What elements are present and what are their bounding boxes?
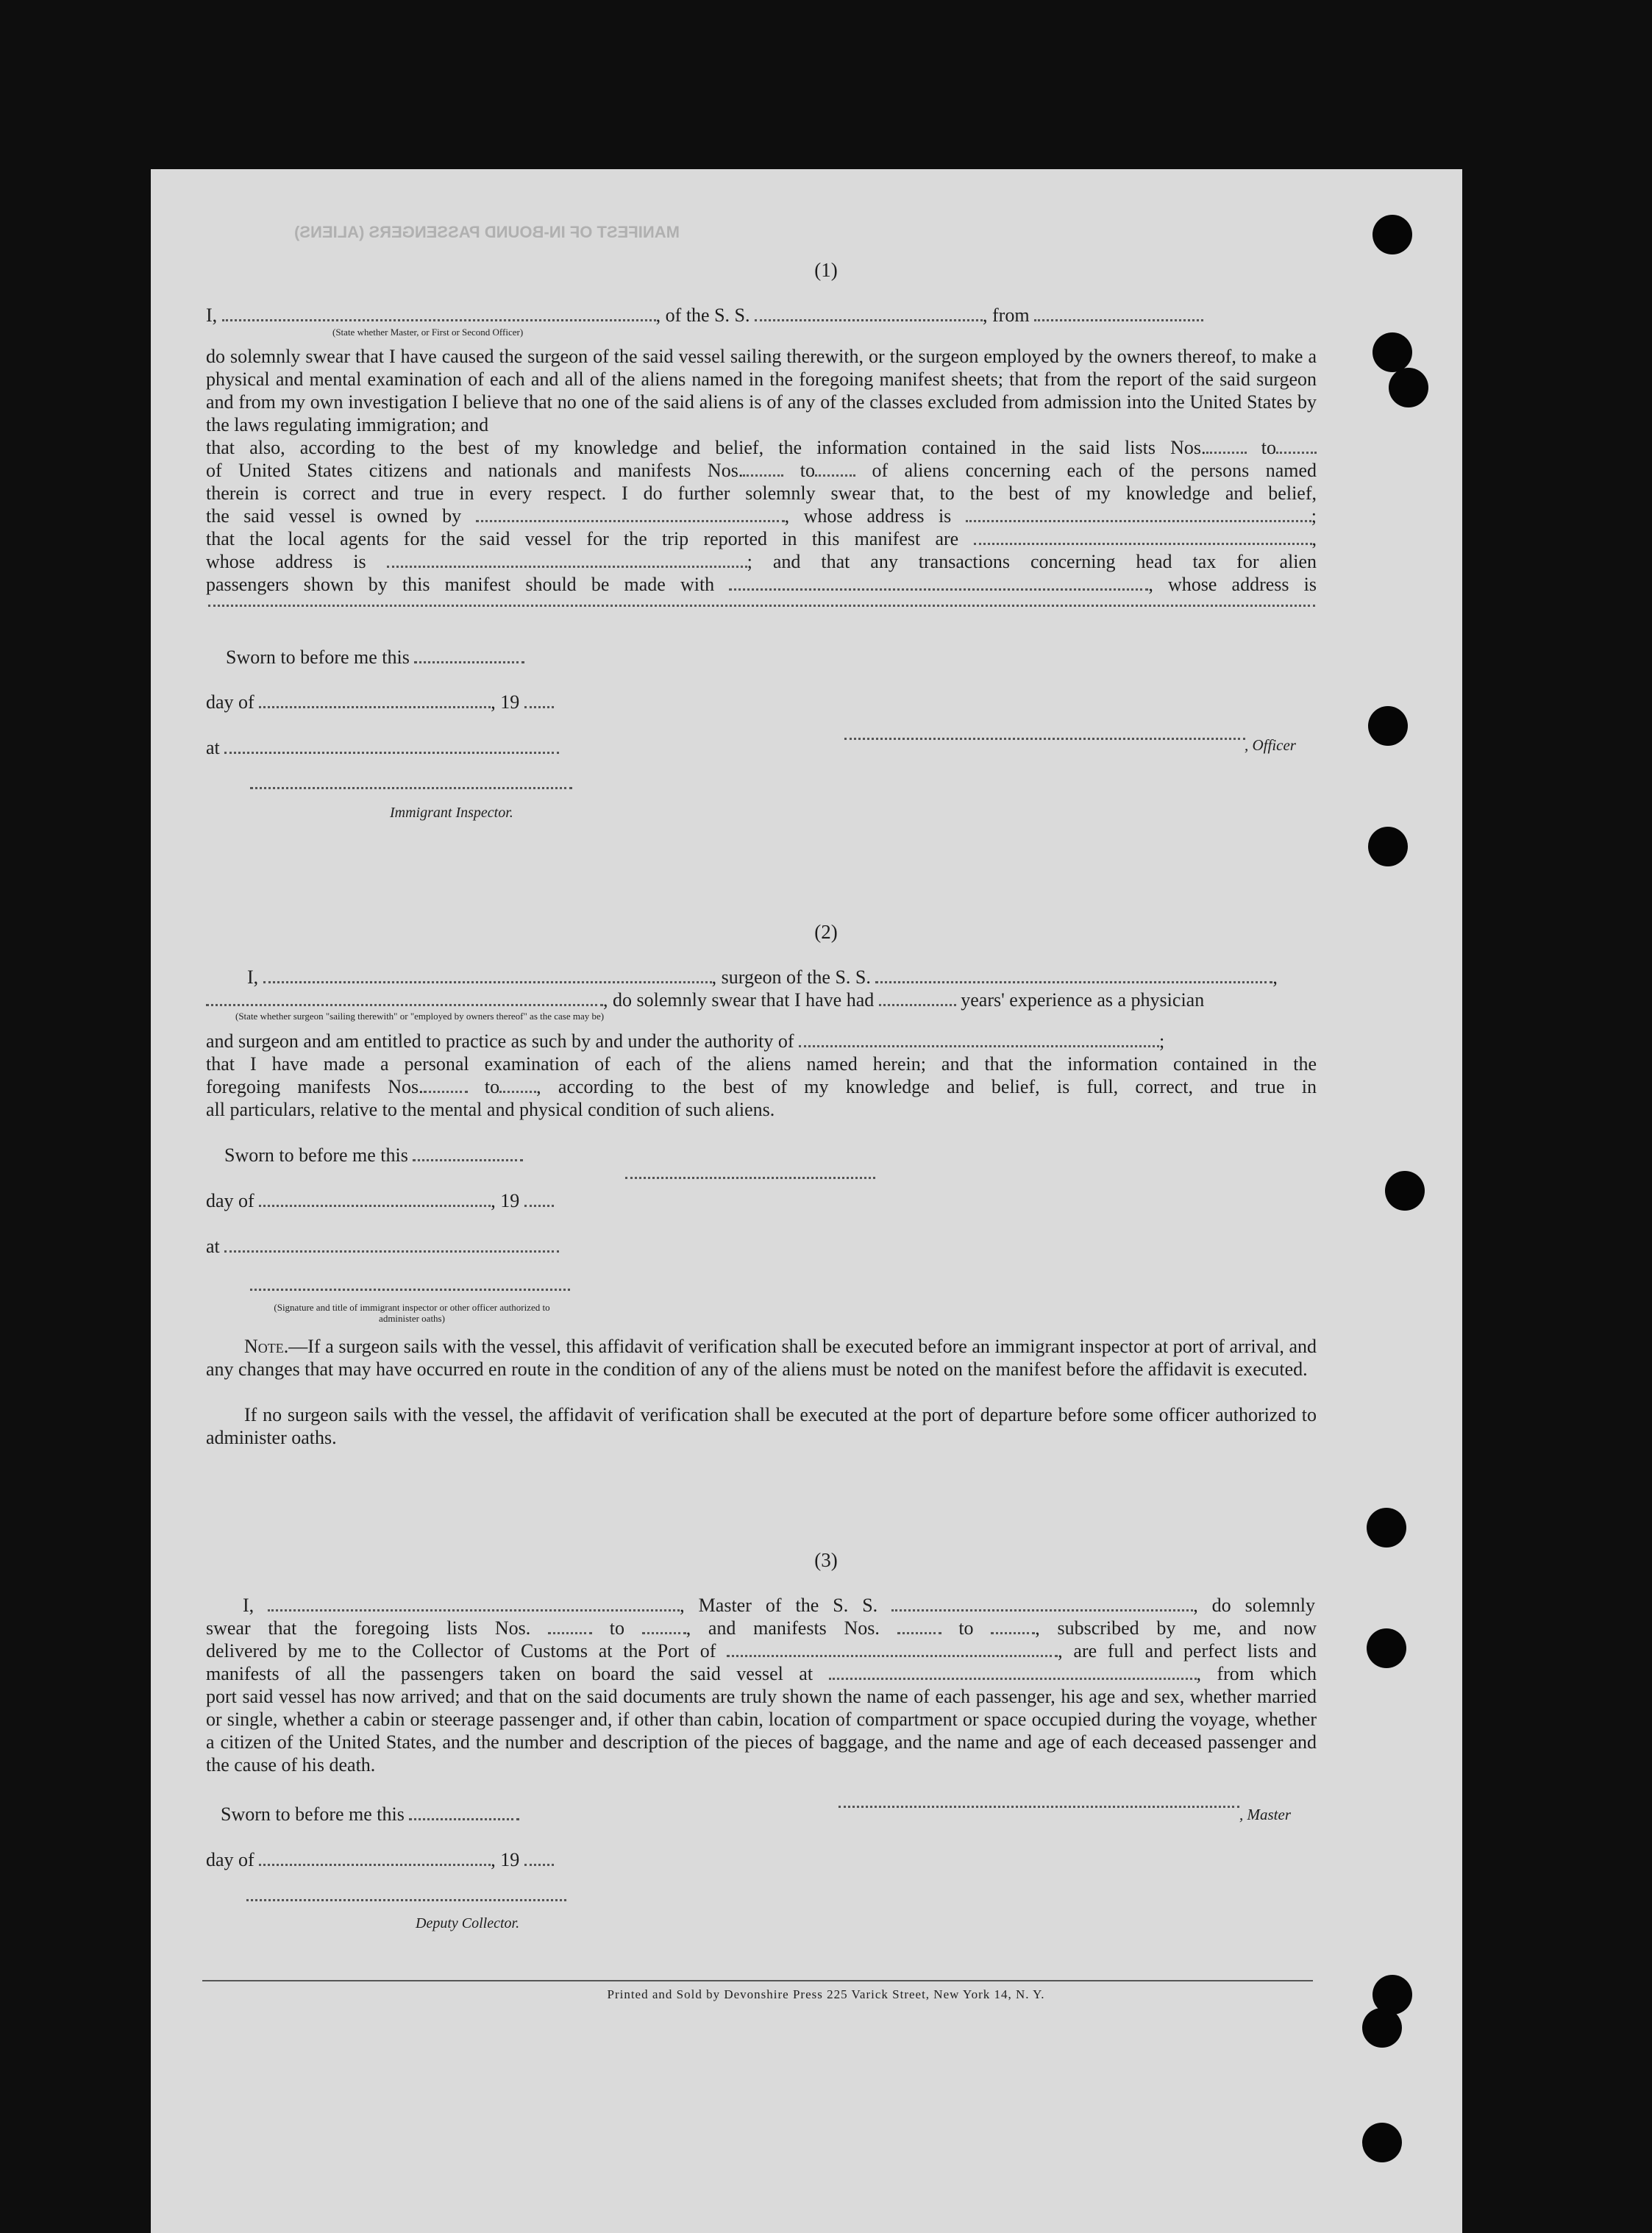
punch-hole (1368, 827, 1408, 866)
section1-lists-line (206, 436, 1317, 459)
label: to (1261, 437, 1276, 458)
label: I, (247, 966, 259, 988)
label: ; (1159, 1030, 1165, 1052)
sworn-line (221, 1803, 588, 1826)
label: ; (1311, 505, 1317, 527)
label: of United States citizens and nationals and manifests Nos. (206, 460, 744, 481)
day-of-line (206, 691, 588, 713)
label: delivered by me to the Collector of Customs at the Port of (206, 1640, 716, 1662)
label: , surgeon of the S. S. (711, 966, 871, 988)
label: , whose address is (1148, 574, 1317, 595)
agents-field[interactable] (974, 530, 1312, 545)
section3-line4 (206, 1662, 1317, 1685)
label: at (206, 1236, 220, 1257)
label: I, (206, 304, 218, 326)
manifests-from-field[interactable] (897, 1619, 941, 1634)
punch-hole (1372, 215, 1412, 254)
section-number: (1) (814, 259, 838, 281)
day-of-field[interactable] (259, 693, 491, 708)
label: that also, according to the best of my knowledge and belief, the information contained in the said lists Nos. (206, 437, 1206, 458)
label: ; and that any transactions concerning head tax for alien (747, 551, 1317, 572)
section3-body: port said vessel has now arrived; and that on the said documents are truly shown the name of each passenger, his age and sex, whether married or single, whether a cabin or steerage passenger and, if other than cabin, location of compartment or space occupied during the voyage, whether a citizen of the United States, and the number and description of the pieces of baggage, and the name and age of each deceased passenger and the cause of his death. (206, 1686, 1317, 1776)
sworn-date-field[interactable] (413, 1146, 523, 1161)
section1-body: do solemnly swear that I have caused the surgeon of the said vessel sailing therewith, or the surgeon employed by the owners thereof, to make a physical and mental examination of each and all of the aliens named in the foregoing manifest sheets; that from the report of the said surgeon and from my own investigation I believe that no one of the said aliens is of any of the classes excluded from admission into the United States by the laws regulating immigration; and (206, 346, 1317, 435)
label: to (958, 1617, 974, 1639)
authority-field[interactable] (799, 1032, 1159, 1047)
note-body: —If a surgeon sails with the vessel, this affidavit of verification shall be executed before an immigrant inspector at port of arrival, and any changes that may have occurred en route in the condition of any of the aliens must be noted on the manifest before the affidavit is executed. (206, 1336, 1317, 1380)
label: passengers shown by this manifest should be made with (206, 574, 715, 595)
punch-hole (1389, 368, 1428, 407)
surgeon-status-field[interactable] (206, 991, 603, 1006)
section2-line1 (247, 966, 1317, 989)
surgeon-manifest-to-field[interactable] (499, 1078, 536, 1093)
surgeon-signature-field[interactable] (625, 1177, 875, 1179)
label: I, (243, 1595, 254, 1616)
master-label: , Master (1239, 1806, 1291, 1823)
section1-agents-line (206, 527, 1317, 550)
from-port-field[interactable] (1034, 306, 1203, 321)
punch-hole (1385, 1171, 1425, 1211)
punch-hole (1372, 332, 1412, 372)
deputy-signature-field[interactable] (246, 1899, 566, 1901)
label: , from (983, 304, 1030, 326)
label: that the local agents for the said vessel for the trip reported in this manifest are (206, 528, 959, 549)
label: , (1272, 966, 1278, 988)
deputy-label: Deputy Collector. (416, 1915, 520, 1931)
day-of-field[interactable] (259, 1192, 491, 1207)
sworn-line (224, 1144, 592, 1167)
at-line (206, 1235, 588, 1258)
section1-passengers-line (206, 573, 1317, 596)
section-number: (2) (814, 921, 838, 943)
year-field[interactable] (524, 1851, 554, 1866)
master-name-field[interactable] (268, 1596, 680, 1611)
embark-port-field[interactable] (829, 1664, 1197, 1680)
label: to (609, 1617, 624, 1639)
day-of-line (206, 1189, 588, 1212)
section1-citizens-line (206, 459, 1317, 482)
punch-hole (1367, 1508, 1406, 1548)
section2-line5 (206, 1075, 1317, 1098)
label: to (484, 1076, 500, 1097)
label: at (206, 737, 220, 758)
section2-line4: that I have made a personal examination of each of the aliens named herein; and that the information contained in the (206, 1053, 1317, 1075)
surgeon-note: (State whether surgeon "sailing therewith" or "employed by owners thereof" as the case may be) (235, 1011, 605, 1022)
signature-note: (Signature and title of immigrant inspector or other officer authorized to administer oaths) (274, 1302, 550, 1324)
section3-line3 (206, 1639, 1317, 1662)
section2-line3 (206, 1030, 1317, 1053)
sworn-date-field[interactable] (414, 648, 524, 663)
sworn-line (226, 646, 594, 669)
label: Sworn to before me this (224, 1144, 408, 1166)
label: to (800, 460, 816, 481)
agents-address-field[interactable] (387, 552, 747, 568)
head-tax-party-field[interactable] (729, 575, 1148, 591)
label: and surgeon and am entitled to practice as such by and under the authority of (206, 1030, 794, 1052)
label: , according to the best of my knowledge and belief, is full, correct, and true in (536, 1076, 1317, 1097)
punch-hole (1362, 2008, 1402, 2048)
day-of-line (206, 1848, 588, 1871)
punch-hole (1368, 706, 1408, 746)
note-label: Note. (244, 1336, 289, 1357)
master-vessel-field[interactable] (891, 1596, 1193, 1611)
inspector-signature-field[interactable] (250, 1289, 570, 1291)
label: of aliens concerning each of the persons named (872, 460, 1317, 481)
section1-correct-line: therein is correct and true in every respect. I do further solemnly swear that, to the best of my knowledge and belief, (206, 482, 1317, 504)
owner-address-field[interactable] (966, 507, 1311, 522)
year-field[interactable] (524, 1192, 554, 1207)
label: , 19 (491, 1849, 520, 1870)
label: , subscribed by me, and now (1035, 1617, 1317, 1639)
inspector-label: Immigrant Inspector. (390, 805, 513, 821)
section1-owner-line (206, 505, 1317, 527)
footer-rule (202, 1980, 1313, 1981)
note2-paragraph: If no surgeon sails with the vessel, the affidavit of verification shall be executed at the port of departure before some officer authorized to administer oaths. (206, 1404, 1317, 1448)
label: , of the S. S. (655, 304, 750, 326)
day-of-field[interactable] (259, 1851, 491, 1866)
label: , and manifests Nos. (686, 1617, 880, 1639)
label: , 19 (491, 1190, 520, 1211)
lists-from-field[interactable] (548, 1619, 592, 1634)
vessel-name-field[interactable] (755, 306, 983, 321)
surgeon-name-field[interactable] (263, 968, 712, 983)
label: foregoing manifests Nos. (206, 1076, 424, 1097)
note-paragraph (206, 1335, 1317, 1381)
lists-to-field[interactable] (642, 1619, 686, 1634)
rank-note: (State whether Master, or First or Second Officer) (332, 327, 524, 338)
sworn-date-field[interactable] (409, 1805, 519, 1820)
years-experience-field[interactable] (879, 991, 956, 1006)
punch-hole (1367, 1628, 1406, 1668)
manifests-from-field[interactable] (743, 461, 783, 477)
label: years' experience as a physician (961, 989, 1205, 1011)
lists-to-field[interactable] (1276, 438, 1317, 454)
label: , do solemnly (1193, 1595, 1316, 1616)
label: day of (206, 691, 254, 713)
label: , do solemnly swear that I have had (603, 989, 875, 1011)
label: , whose address is (784, 505, 952, 527)
label: , (1311, 528, 1317, 549)
manifests-to-field[interactable] (991, 1619, 1035, 1634)
label: day of (206, 1849, 254, 1870)
label: whose address is (206, 551, 366, 572)
label: manifests of all the passengers taken on board the said vessel at (206, 1663, 813, 1684)
bleed-through-title: MANIFEST OF IN-BOUND PASSENGERS (ALIENS) (294, 223, 680, 241)
section2-line2 (206, 989, 1317, 1011)
section1-line1 (206, 304, 1317, 327)
label: Sworn to before me this (221, 1803, 405, 1825)
year-field[interactable] (524, 693, 554, 708)
label: the said vessel is owned by (206, 505, 462, 527)
section-number: (3) (814, 1549, 838, 1571)
at-line (206, 736, 588, 759)
surgeon-manifest-from-field[interactable] (424, 1078, 468, 1093)
surgeon-vessel-field[interactable] (875, 968, 1272, 983)
label: swear that the foregoing lists Nos. (206, 1617, 531, 1639)
inspector-signature-field[interactable] (250, 787, 572, 789)
label: , from which (1196, 1663, 1317, 1684)
label: , 19 (491, 691, 520, 713)
section3-line1 (243, 1594, 1315, 1617)
lists-from-field[interactable] (1206, 438, 1247, 454)
owner-field[interactable] (476, 507, 785, 522)
officer-label: , Officer (1245, 736, 1296, 754)
label: , Master of the S. S. (680, 1595, 878, 1616)
section3-line2 (206, 1617, 1317, 1639)
port-field[interactable] (727, 1642, 1058, 1657)
manifests-to-field[interactable] (815, 461, 855, 477)
at-field[interactable] (224, 738, 559, 754)
head-tax-address-field[interactable] (208, 605, 1315, 607)
label: Sworn to before me this (226, 647, 410, 668)
label: day of (206, 1190, 254, 1211)
master-signature-field[interactable] (839, 1806, 1239, 1808)
printer-imprint: Printed and Sold by Devonshire Press 225 Varick Street, New York 14, N. Y. (607, 1987, 1045, 2001)
section1-whose-line (206, 550, 1317, 573)
master-name-field[interactable] (222, 306, 656, 321)
section2-line6: all particulars, relative to the mental and physical condition of such aliens. (206, 1099, 775, 1120)
at-field[interactable] (224, 1237, 559, 1253)
officer-signature-field[interactable] (844, 738, 1245, 740)
punch-hole (1362, 2123, 1402, 2162)
label: , are full and perfect lists and (1058, 1640, 1317, 1662)
